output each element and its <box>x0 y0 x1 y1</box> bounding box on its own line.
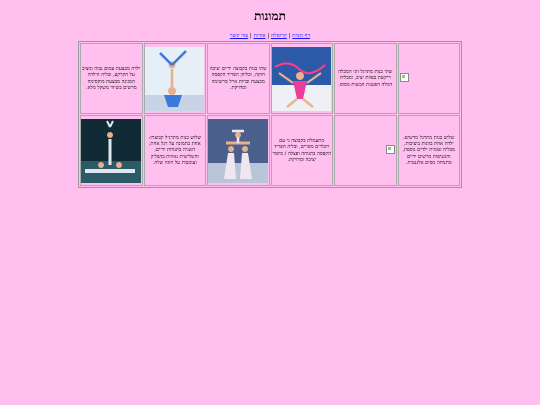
nav-links: דף הבית | קרוסלה | אודות | צור קשר <box>229 33 311 39</box>
nav-link-about[interactable]: אודות <box>253 33 266 39</box>
photo-cell <box>80 115 143 186</box>
trio-pyramid-photo <box>80 119 141 183</box>
nav-link-carousel[interactable]: קרוסלה <box>270 33 287 39</box>
caption-cell: מתעמלת בקבוצה גי עם רובליים מסויים, ובליה הפריד הקפסה בתנוחה ופצלה / סיפור יציבה ומדויקת. <box>271 115 334 186</box>
page-title: תמונות <box>254 9 286 23</box>
pair-balance-photo <box>144 47 205 111</box>
trio-lift-photo <box>207 119 268 183</box>
caption-cell: שלוש בנות מתרגל מרשים: ילדה אחת בזוגות ביציבות, מבליה שזמית ילדים נוספת, והנשיפות מרשים ידיים מתנוחה מסים אלגנטית. <box>398 115 461 186</box>
caption-cell: שלוש בנות מתרגיל קבוצתי: אחת בתמונה על רגל אחת, השניה בתנוחת ידיים, והשלישית נאיזות בהבליון ועומבות על הזזה שלה. <box>144 115 207 186</box>
nav-link-home[interactable]: דף הבית <box>292 33 311 39</box>
caption-cell: ילדה מבצעת עמום גבוה ומציב על הקרקע, ובליה הילדה המגינה מבצעת מוקסימה מרשים בשיווי משקל מלא. <box>80 43 143 114</box>
photo-cell <box>271 43 334 114</box>
nav-link-contact[interactable]: צור קשר <box>229 33 249 39</box>
photo-cell <box>144 43 207 114</box>
broken-image-cell <box>398 43 461 114</box>
gallery-table <box>78 41 462 188</box>
gallery-row <box>80 115 460 186</box>
gymnast-ribbon-photo <box>271 47 332 111</box>
broken-image-cell <box>334 115 397 186</box>
broken-image-icon <box>386 145 395 154</box>
caption-cell: שתי בנות בקבוצה ידיים יציבה חזקה, ובליהן הפריד הקפסה מבצעת ובויות אייל מרשימה ומדויקת. <box>207 43 270 114</box>
caption-cell: שתי בנות מתרגל זוגי המבלה ריקשת בפוזת יציב, ומבליה הזולה הפשגת הבשות מסוס. <box>334 43 397 114</box>
photo-cell <box>207 115 270 186</box>
gallery-row <box>80 43 460 114</box>
broken-image-icon <box>400 73 409 82</box>
